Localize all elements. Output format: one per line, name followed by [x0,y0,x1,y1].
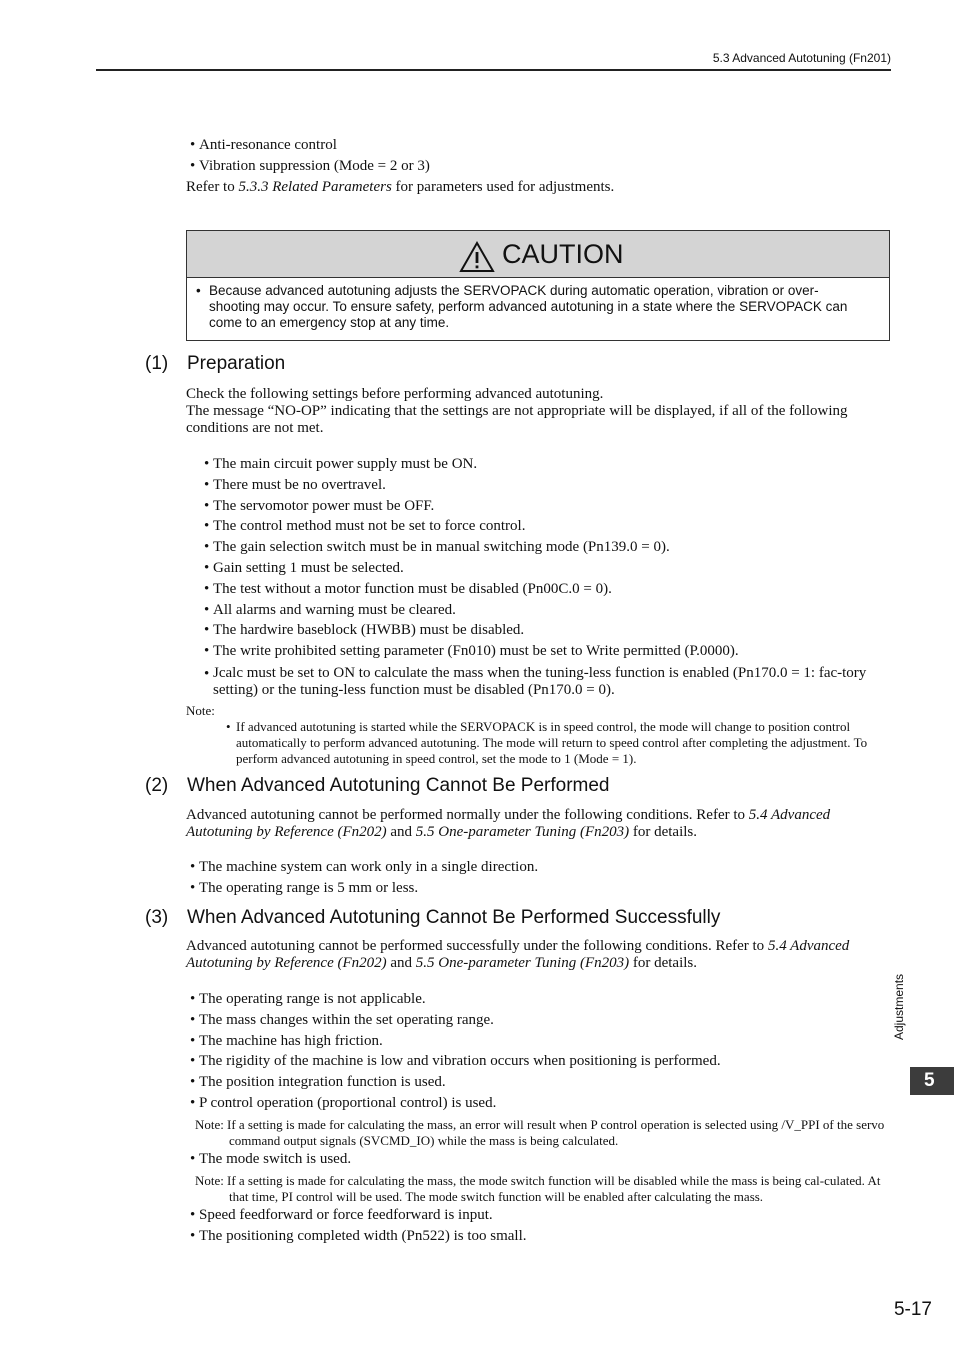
prep-bullet: • The test without a motor function must be disabled (Pn00C.0 = 0). [204,579,612,600]
refer-link[interactable]: 5.3.3 Related Parameters [238,179,392,195]
section-2-heading [145,775,610,797]
section-1-heading [145,353,285,375]
section-1-number: (1) [145,353,169,374]
prep-bullet: • Gain setting 1 must be selected. [204,558,404,579]
sec3-bullet: • Speed feedforward or force feedforward is input. [190,1205,493,1226]
sec3-bullet: • The position integration function is used. [190,1072,446,1093]
prep-bullet: • The gain selection switch must be in manual switching mode (Pn139.0 = 0). [204,537,670,558]
sec3-para-and: and [386,955,416,971]
running-header: 5.3 Advanced Autotuning (Fn201) [712,51,891,65]
section-2-number: (2) [145,775,169,796]
sec2-link-fn202[interactable]: 5.4 Advanced Autotuning by Reference (Fn202) [186,807,831,840]
caution-header [187,231,889,278]
prep-bullet-mark: • [204,666,210,682]
sec3-para-suffix: for details. [629,955,698,971]
sec1-para-1: Check the following settings before performing advanced autotuning. [186,386,604,402]
intro-bullet-1: • Anti-resonance control [190,135,337,156]
sec3-bullet-mode-switch: • The mode switch is used. [190,1149,351,1170]
sec3-bullet: • P control operation (proportional control) is used. [190,1093,496,1114]
sec1-note-text: If advanced autotuning is started while the SERVOPACK is in speed control, the mode will change to position control automatically to perform advanced autotuning. The mode will return to speed control after completing the adjustment. To perform advanced autotuning in speed control, set the mode to 1 (Mode = 1). [236,719,868,766]
sec3-note2-label: Note: [195,1173,224,1188]
section-3-heading [145,907,720,929]
prep-bullet-jcalc: Jcalc must be set to ON to calculate the mass when the tuning-less function is enabled (Pn170.0 = 1: fac-tory setting) or the tuning-less function must be disabled (Pn170.0 = 0). [213,665,867,698]
sec1-para-2: The message “NO-OP” indicating that the settings are not appropriate will be displayed, if all of the following conditions are not met. [186,403,848,436]
sec2-para-and: and [386,824,416,840]
sec2-para-prefix: Advanced autotuning cannot be performed normally under the following conditions. Refer to [186,807,749,823]
sec3-note1-text: If a setting is made for calculating the mass, an error will result when P control operation is selected using /V_PPI of the servo command output signals (SVCMD_IO) while the mass is being calculated. [227,1117,885,1148]
section-1-title: Preparation [187,353,286,374]
sec1-note-bullet: • [226,719,231,734]
sec2-para-suffix: for details. [629,824,698,840]
prep-bullet: • All alarms and warning must be cleared. [204,600,456,621]
caution-title: CAUTION [502,239,624,269]
caution-box [186,230,890,341]
sec3-bullet: • The machine has high friction. [190,1031,383,1052]
section-3-title: When Advanced Autotuning Cannot Be Performed Successfully [187,907,721,928]
sec3-para [186,938,886,972]
sec3-bullet: • The positioning completed width (Pn522) is too small. [190,1226,527,1247]
side-tab-label: Adjustments [892,973,906,1040]
page-number: 5-17 [893,1299,932,1320]
sec3-bullet: • The mass changes within the set operating range. [190,1010,494,1031]
sec3-bullet: • The operating range is not applicable. [190,989,426,1010]
sec3-para-prefix: Advanced autotuning cannot be performed successfully under the following conditions. Refer to [186,938,768,954]
sec1-note-label: Note: [186,703,215,718]
sec3-link-fn202[interactable]: 5.4 Advanced Autotuning by Reference (Fn202) [186,938,850,971]
prep-bullet: • The servomotor power must be OFF. [204,496,434,517]
section-3-number: (3) [145,907,169,928]
header-rule [96,69,891,71]
sec2-bullet: • The machine system can work only in a single direction. [190,857,538,878]
chapter-number-tab: 5 [910,1067,954,1095]
section-2-title: When Advanced Autotuning Cannot Be Performed [187,775,610,796]
refer-suffix: for parameters used for adjustments. [391,179,615,195]
prep-bullet: • The write prohibited setting parameter (Fn010) must be set to Write permitted (P.0000). [204,641,739,662]
prep-bullet: • The main circuit power supply must be ON. [204,454,477,475]
sec3-link-fn203[interactable]: 5.5 One-parameter Tuning (Fn203) [415,955,630,971]
prep-bullet: • The control method must not be set to force control. [204,516,525,537]
refer-prefix: Refer to [186,179,239,195]
sec2-para [186,807,886,841]
sec3-note1-label: Note: [195,1117,224,1132]
sec3-bullet: • The rigidity of the machine is low and vibration occurs when positioning is performed. [190,1051,721,1072]
caution-bullet-mark: • [196,283,201,298]
sec2-bullet: • The operating range is 5 mm or less. [190,878,418,899]
intro-refer-line [186,177,614,198]
prep-bullet: • The hardwire baseblock (HWBB) must be disabled. [204,620,524,641]
caution-text: Because advanced autotuning adjusts the SERVOPACK during automatic operation, vibration or over-shooting may occur. To ensure safety, perform advanced autotuning in a state where the SERVOPACK can come to an emergency stop at any time. [209,283,848,330]
sec2-link-fn203[interactable]: 5.5 One-parameter Tuning (Fn203) [415,824,630,840]
intro-bullet-2: • Vibration suppression (Mode = 2 or 3) [190,156,430,177]
warning-triangle-icon [459,241,495,273]
prep-bullet: • There must be no overtravel. [204,475,386,496]
sec3-note2-text: If a setting is made for calculating the mass, the mode switch function will be disabled while the mass is being cal-culated. At that time, PI control will be used. The mode switch function will be enabled after calculating the mass. [227,1173,881,1204]
